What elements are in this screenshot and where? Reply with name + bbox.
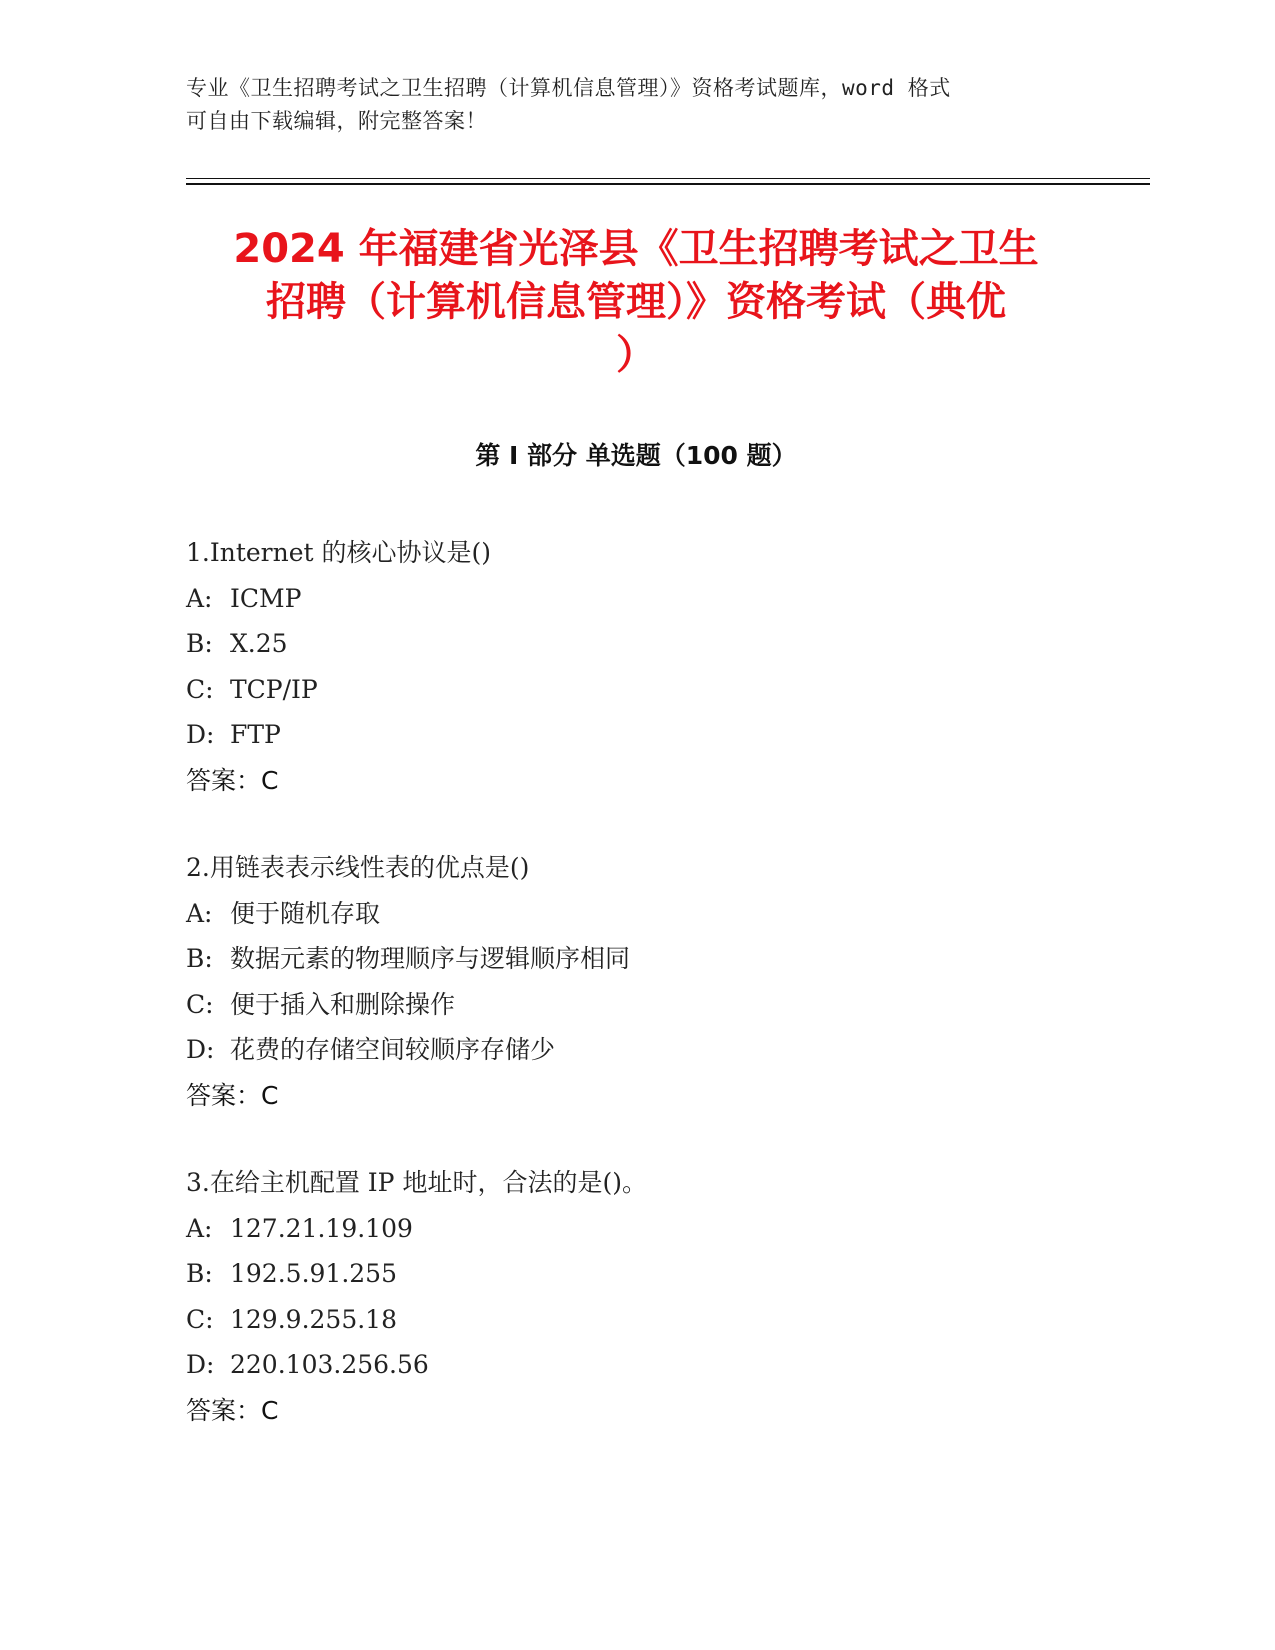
option-text: 便于随机存取 [230,898,381,928]
header-note [186,72,1086,138]
option-text: X.25 [230,629,288,658]
option-a [186,1206,1086,1252]
option-text: 129.9.255.18 [230,1304,397,1334]
option-b [186,621,1086,667]
answer-key: 答案：C [186,1080,279,1110]
option-b [186,936,1086,982]
option-d [186,712,1086,758]
option-text: TCP/IP [230,674,318,704]
option-letter: B: [186,944,213,973]
option-letter: B: [186,629,213,658]
option-text: 数据元素的物理顺序与逻辑顺序相同 [230,944,631,973]
option-c [186,982,1086,1028]
option-letter: D: [186,1350,215,1379]
header-divider-thick [186,183,1150,185]
option-b [186,1251,1086,1297]
answer-key: 答案：C [186,765,279,795]
option-text: ICMP [230,583,302,613]
option-text: 花费的存储空间较顺序存储少 [230,1035,556,1064]
header-note-line-2: 可自由下载编辑，附完整答案！ [186,109,487,133]
header-divider-thin [186,178,1150,179]
header-note-line-1: 专业《卫生招聘考试之卫生招聘（计算机信息管理）》资格考试题库，word 格式 [186,76,951,100]
option-text: 便于插入和删除操作 [230,989,456,1019]
option-d [186,1027,1086,1073]
option-letter: B: [186,1259,213,1288]
question-3 [186,1160,1086,1433]
option-text: 220.103.256.56 [230,1350,429,1379]
option-c [186,1297,1086,1343]
option-letter: C: [186,674,214,704]
option-text: 192.5.91.255 [230,1259,397,1288]
answer-key: 答案：C [186,1395,279,1425]
document-title [186,223,1086,382]
option-letter: A: [186,898,213,928]
question-stem: 1.Internet 的核心协议是() [186,538,492,567]
option-letter: A: [186,1213,213,1243]
document-title-line-1: 2024 年福建省光泽县《卫生招聘考试之卫生 [233,226,1039,272]
option-c [186,667,1086,713]
option-d [186,1342,1086,1388]
document-title-line-2: 招聘（计算机信息管理）》资格考试（典优 [266,279,1006,325]
section-heading: 第 I 部分 单选题（100 题） [475,441,797,470]
question-stem: 3.在给主机配置 IP 地址时，合法的是()。 [186,1168,647,1197]
option-letter: A: [186,583,213,613]
question-stem: 2.用链表表示线性表的优点是() [186,853,530,882]
option-a [186,891,1086,937]
option-letter: C: [186,989,214,1019]
option-letter: C: [186,1304,214,1334]
question-1 [186,530,1086,803]
document-title-line-3: ） [616,332,656,378]
question-list [186,530,1086,1475]
option-text: 127.21.19.109 [230,1213,413,1243]
question-2 [186,845,1086,1118]
option-a [186,576,1086,622]
option-letter: D: [186,1035,215,1064]
option-text: FTP [230,720,281,749]
option-letter: D: [186,720,215,749]
